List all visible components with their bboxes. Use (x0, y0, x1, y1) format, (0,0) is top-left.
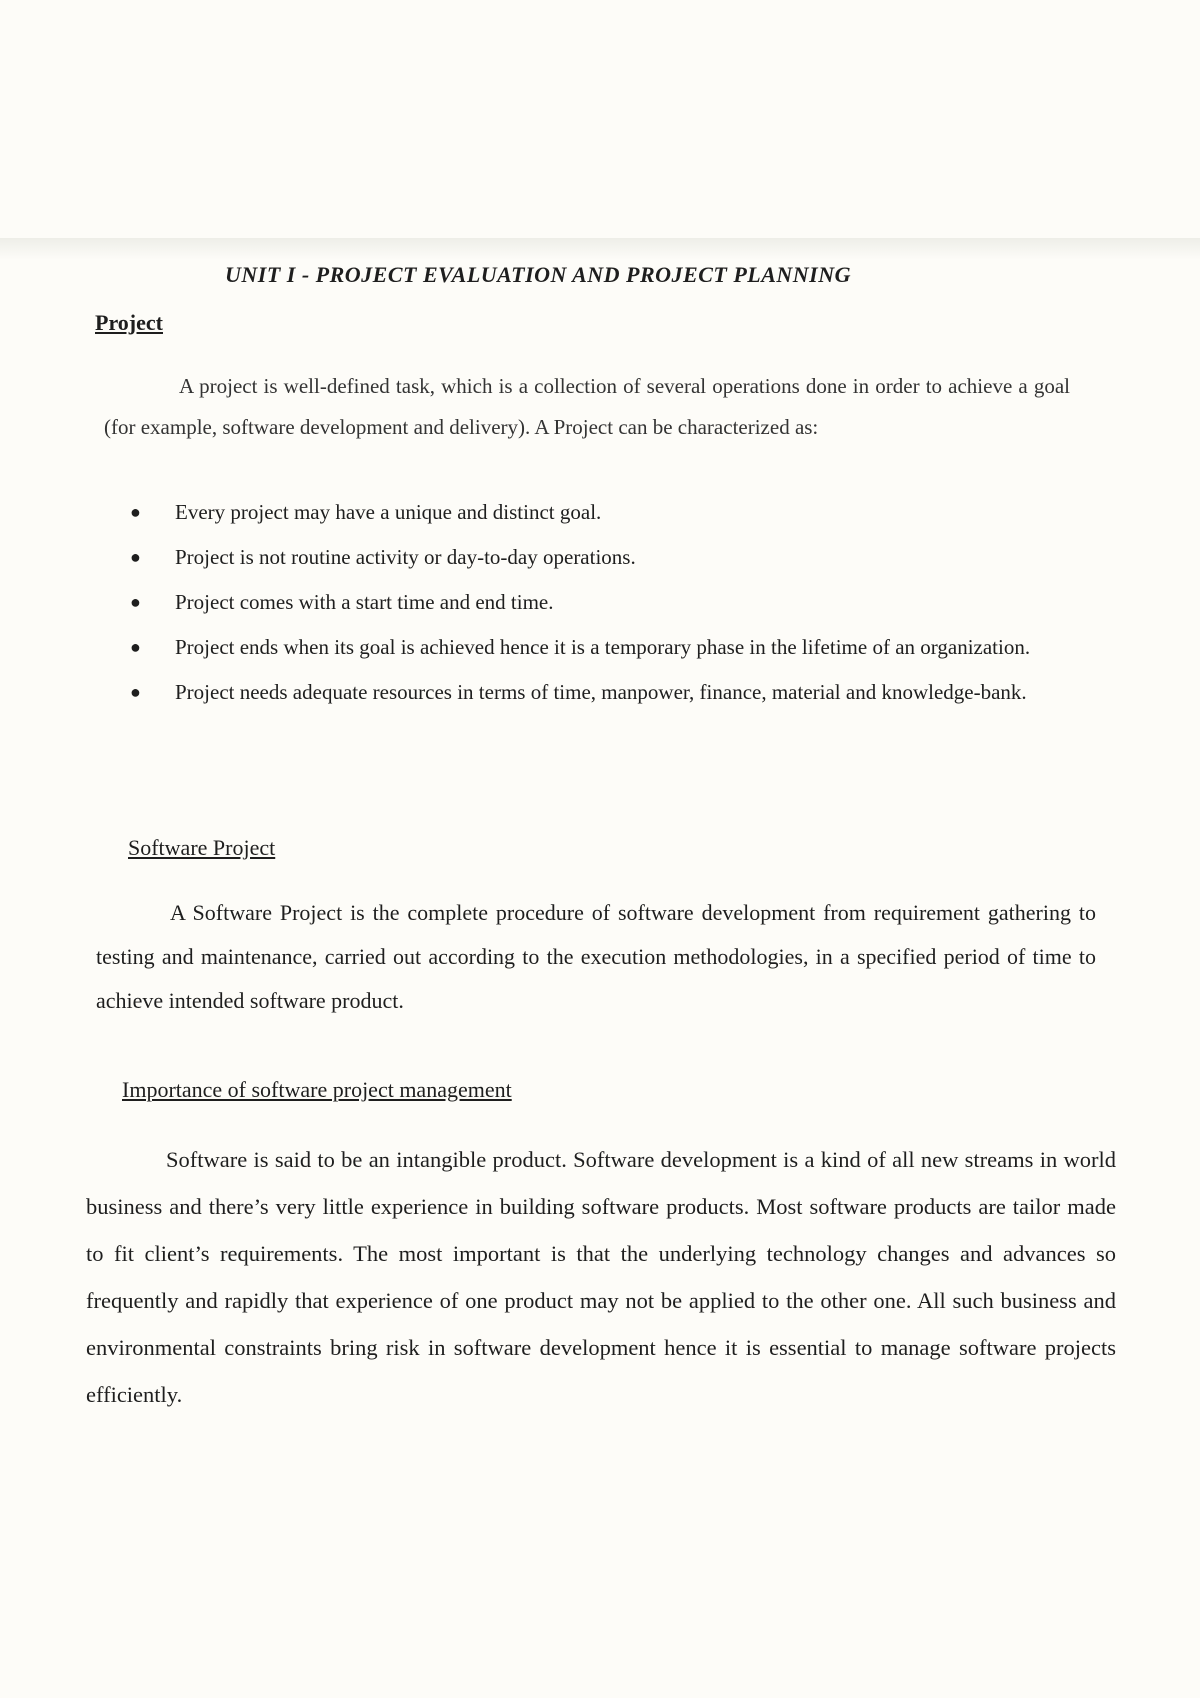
bullet-icon: ● (130, 682, 141, 702)
list-item (130, 490, 1080, 535)
list-item-text: Project comes with a start time and end time. (175, 590, 554, 614)
project-paragraph: A project is well-defined task, which is a collection of several operations done in order to achieve a goal (for example, software development and delivery). A Project can be characterized as: (104, 374, 1070, 439)
bullet-icon: ● (130, 502, 141, 522)
list-item (130, 670, 1080, 715)
bullet-icon: ● (130, 547, 141, 567)
list-item (130, 625, 1080, 670)
list-item-text: Project is not routine activity or day-to-day operations. (175, 545, 636, 569)
scan-edge (0, 238, 1200, 260)
page-title: UNIT I - PROJECT EVALUATION AND PROJECT PLANNING (225, 262, 851, 287)
software-project-paragraph: A Software Project is the complete procedure of software development from requirement gathering to testing and maintenance, carried out according to the execution methodologies, in a specified period of time to achieve intended software product. (96, 900, 1096, 1013)
list-item (130, 580, 1080, 625)
section-heading-software-project: Software Project (128, 835, 276, 860)
bullet-icon: ● (130, 592, 141, 612)
importance-paragraph: Software is said to be an intangible product. Software development is a kind of all new streams in world business and there’s very little experience in building software products. Most software products are tailor made to fit client’s requirements. The most important is that the underlying technology changes and advances so frequently and rapidly that experience of one product may not be applied to the other one. All such business and environmental constraints bring risk in software development hence it is essential to manage software projects efficiently. (86, 1147, 1116, 1407)
list-item-text: Project ends when its goal is achieved hence it is a temporary phase in the lifetime of an organization. (175, 635, 1031, 659)
section-heading-project: Project (95, 310, 163, 335)
list-item-text: Every project may have a unique and distinct goal. (175, 500, 602, 524)
section-heading-importance: Importance of software project management (122, 1077, 512, 1102)
list-item-text: Project needs adequate resources in terms of time, manpower, finance, material and knowledge-bank. (175, 680, 1027, 704)
project-characteristics-list (130, 490, 1080, 715)
list-item (130, 535, 1080, 580)
bullet-icon: ● (130, 637, 141, 657)
